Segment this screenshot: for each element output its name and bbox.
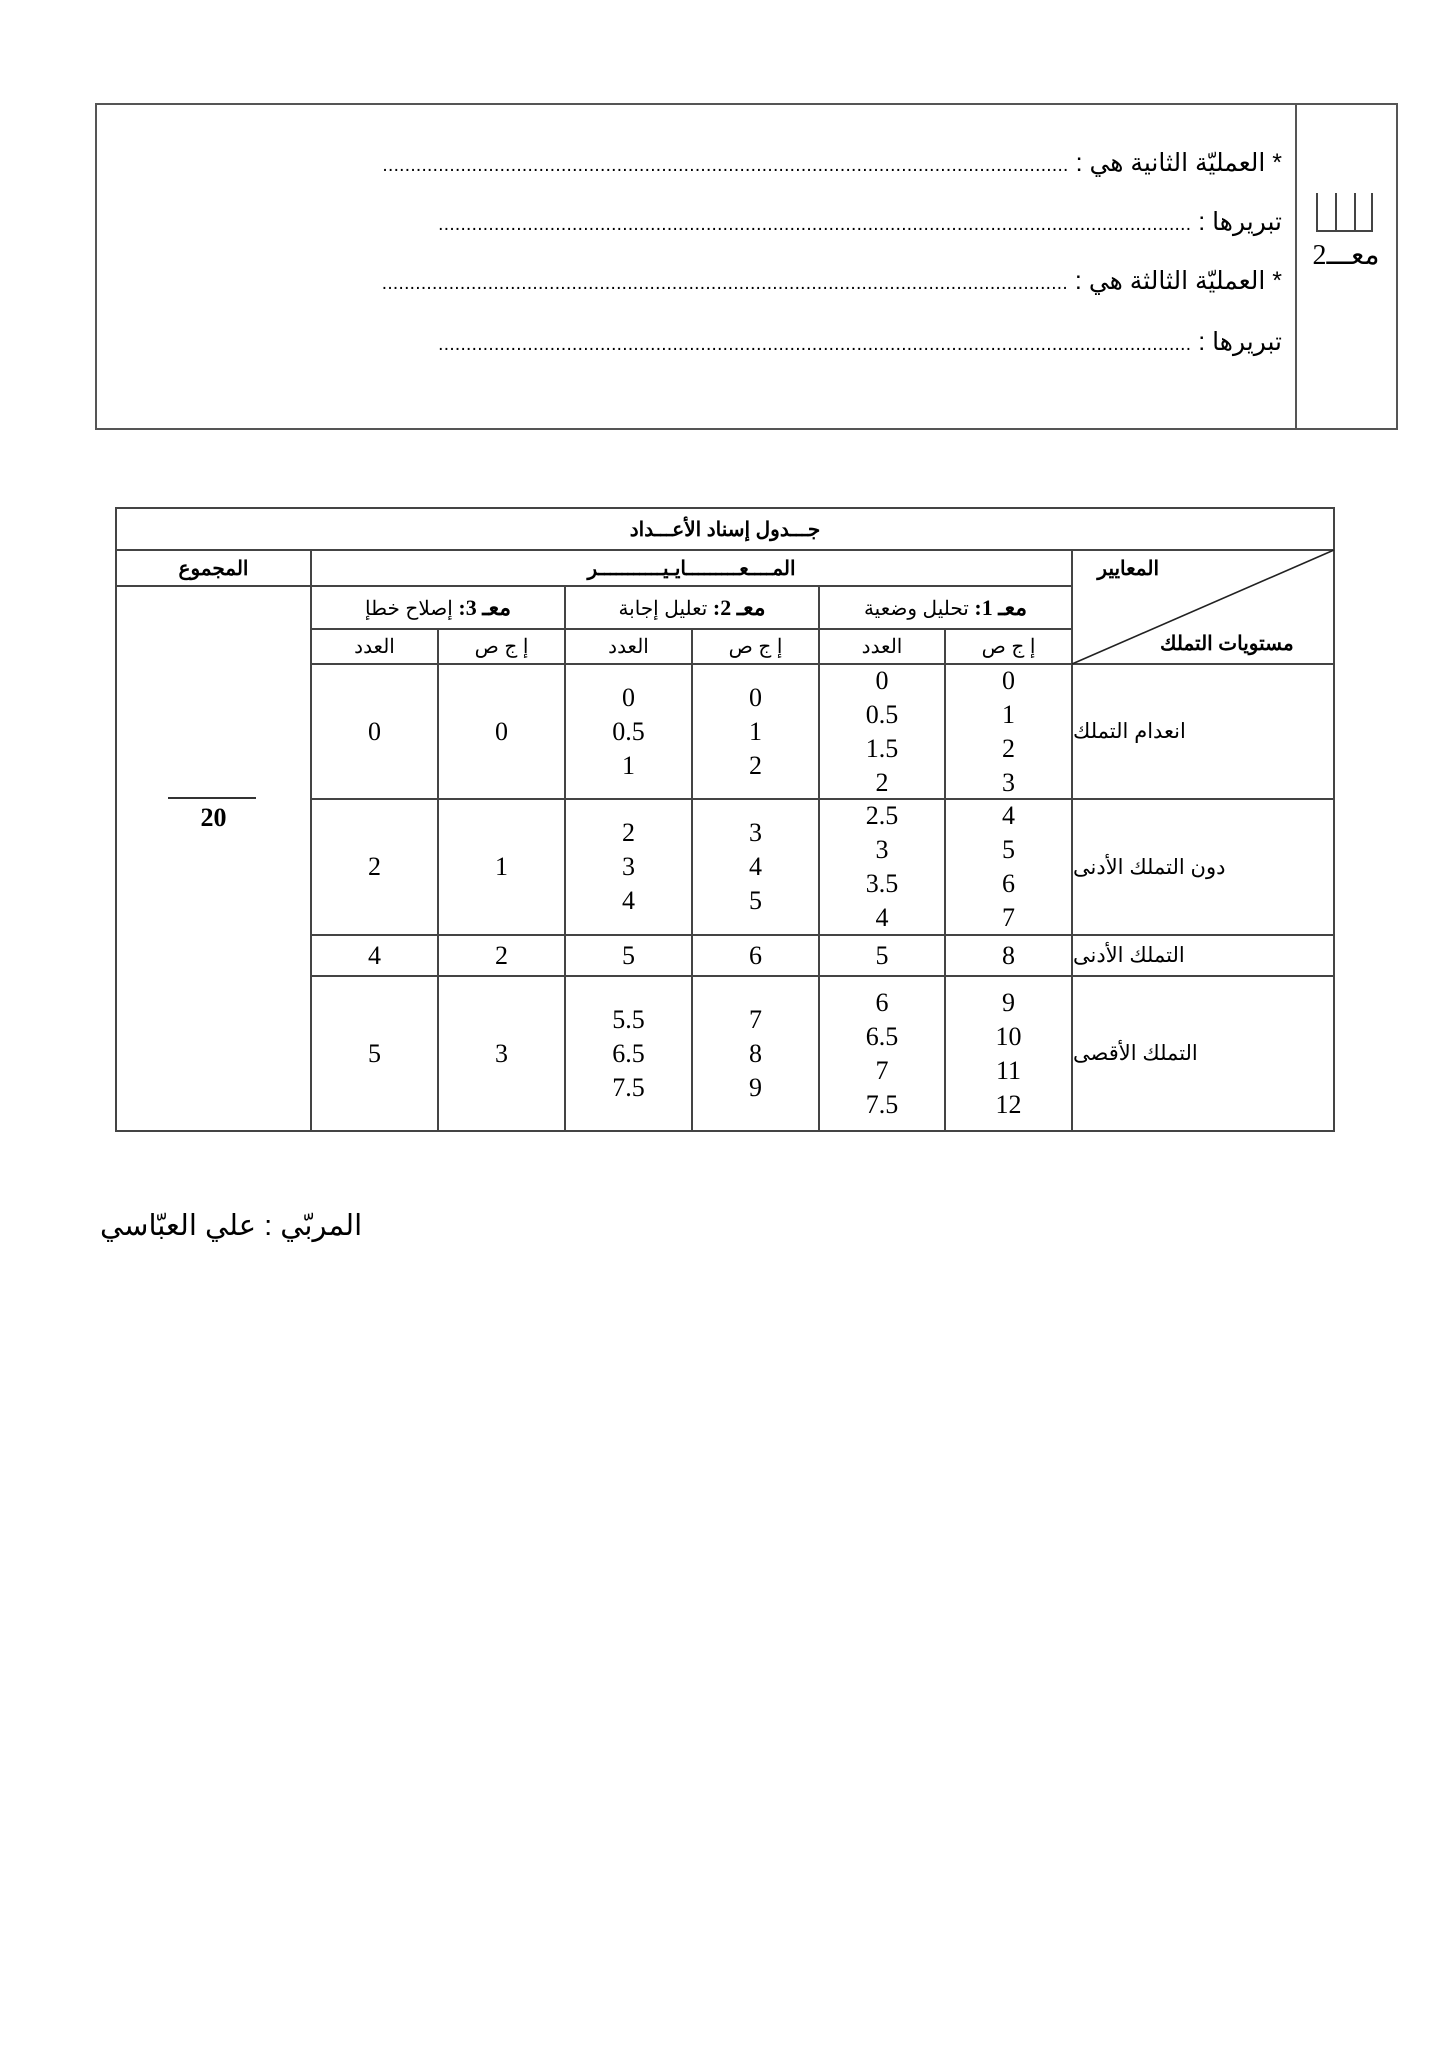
answer-blank[interactable]: ....................................................................................................................................... xyxy=(438,214,1192,235)
cell-value: 4 xyxy=(368,940,381,970)
criterion-code: معـ 2: xyxy=(712,594,766,620)
cell-value: 3 xyxy=(622,852,635,881)
corner-levels-label: مستويات التملك xyxy=(1160,632,1294,655)
justification-line-third xyxy=(438,325,1282,362)
cell-value: 0.5 xyxy=(612,716,645,746)
cell-value: 11 xyxy=(995,1055,1022,1085)
cell-value: 0 xyxy=(622,682,635,712)
criterion-label: معـــ2 xyxy=(1312,240,1380,271)
cell-value: 8 xyxy=(749,1038,762,1068)
question-label: * العمليّة الثالثة هي : xyxy=(1074,267,1282,295)
criterion-name: تعليل إجابة xyxy=(618,597,708,620)
criterion-3-score-cell xyxy=(312,936,437,975)
sub-header-score: العدد xyxy=(861,636,903,658)
criterion-1-correct-cell xyxy=(946,665,1071,798)
table-border-bottom xyxy=(115,1130,1335,1132)
total-header: المجموع xyxy=(178,557,249,580)
cell-value: 1 xyxy=(622,750,635,780)
sub-header-correct: إ ج ص xyxy=(474,636,529,658)
cell-value: 6 xyxy=(1002,869,1015,898)
criterion-3-correct-cell xyxy=(439,665,564,798)
criterion-3-correct-cell xyxy=(439,800,564,934)
question-line-second-operation xyxy=(382,146,1282,183)
corner-criteria-label: المعايير xyxy=(1097,557,1159,580)
question-label: * العمليّة الثانية هي : xyxy=(1075,149,1282,177)
criterion-2-score-cell xyxy=(566,665,691,798)
criterion-3-header xyxy=(312,587,564,628)
criterion-2-header xyxy=(566,587,818,628)
cell-value: 6 xyxy=(749,940,762,970)
cell-value: 6 xyxy=(875,987,889,1017)
criterion-1-score-cell xyxy=(820,665,944,798)
cell-value: 2 xyxy=(749,750,762,780)
mark-box-separator xyxy=(1354,193,1356,232)
cell-value: 3 xyxy=(495,1038,508,1068)
cell-value: 4 xyxy=(749,852,762,881)
criteria-header: المــــعـــــــــايـيـــــــــــر xyxy=(587,557,796,580)
cell-value: 2 xyxy=(495,940,508,970)
cell-value: 5 xyxy=(368,1038,381,1068)
criterion-1-score-cell xyxy=(820,800,944,934)
criterion-1-header xyxy=(820,587,1071,628)
question-label: تبريرها : xyxy=(1198,208,1282,236)
sub-header-correct: إ ج ص xyxy=(981,636,1036,658)
cell-value: 2 xyxy=(622,818,635,847)
cell-value: 9 xyxy=(1002,987,1015,1017)
sub-header-correct: إ ج ص xyxy=(728,636,783,658)
criterion-1-score-cell xyxy=(820,977,944,1130)
cell-value: 1 xyxy=(749,716,762,746)
cell-value: 2 xyxy=(368,852,381,881)
criterion-2-score-cell xyxy=(566,936,691,975)
answer-blank[interactable]: ....................................................................................................................................... xyxy=(438,334,1192,355)
cell-value: 6.5 xyxy=(612,1038,645,1068)
criterion-2-score-cell xyxy=(566,800,691,934)
sub-header-score: العدد xyxy=(608,636,649,658)
cell-value: 4 xyxy=(622,886,635,915)
cell-value: 3 xyxy=(875,835,889,864)
criterion-3-correct-cell xyxy=(439,977,564,1130)
cell-value: 6.5 xyxy=(865,1021,899,1051)
answer-blank[interactable]: ........................................................................................................................... xyxy=(382,155,1069,176)
cell-value: 12 xyxy=(995,1089,1022,1119)
total-fraction-line xyxy=(168,797,256,799)
exercise-box-divider xyxy=(1295,103,1297,430)
cell-value: 0 xyxy=(368,716,381,746)
criterion-code: معـ 1: xyxy=(974,594,1028,620)
total-value: 20 xyxy=(200,803,227,832)
cell-value: 5 xyxy=(1002,835,1015,864)
level-label: التملك الأدنى xyxy=(1073,944,1185,967)
criterion-1-score-cell xyxy=(820,936,944,975)
cell-value: 10 xyxy=(995,1021,1022,1051)
cell-value: 0 xyxy=(875,665,889,695)
cell-value: 3.5 xyxy=(865,869,899,898)
criterion-1-correct-cell xyxy=(946,977,1071,1130)
cell-value: 0 xyxy=(495,716,508,746)
criterion-3-correct-cell xyxy=(439,936,564,975)
cell-value: 7.5 xyxy=(612,1072,645,1102)
cell-value: 5.5 xyxy=(612,1004,645,1034)
cell-value: 7 xyxy=(1002,903,1015,932)
cell-value: 2 xyxy=(875,767,889,797)
cell-value: 7 xyxy=(749,1004,762,1034)
cell-value: 9 xyxy=(749,1072,762,1102)
cell-value: 5 xyxy=(875,940,889,970)
cell-value: 0 xyxy=(1002,665,1015,695)
criterion-1-correct-cell xyxy=(946,936,1071,975)
cell-value: 4 xyxy=(875,903,889,932)
cell-value: 7.5 xyxy=(865,1089,899,1119)
criterion-2-correct-cell xyxy=(693,977,818,1130)
criterion-1-correct-cell xyxy=(946,800,1071,934)
cell-value: 2.5 xyxy=(865,801,899,830)
criterion-3-score-cell xyxy=(312,665,437,798)
level-label: التملك الأقصى xyxy=(1073,1042,1198,1065)
cell-value: 8 xyxy=(1002,940,1015,970)
answer-blank[interactable]: ........................................................................................................................... xyxy=(381,273,1068,294)
cell-value: 1 xyxy=(495,852,508,881)
cell-value: 1.5 xyxy=(865,733,899,763)
table-title: جـــدول إسناد الأعـــداد xyxy=(629,518,821,541)
teacher-signature: المربّي : علي العبّاسي xyxy=(100,1210,363,1242)
cell-value: 3 xyxy=(749,818,762,847)
criterion-code: معـ 3: xyxy=(458,594,512,620)
criterion-name: تحليل وضعية xyxy=(863,597,969,620)
criterion-3-score-cell xyxy=(312,977,437,1130)
cell-value: 0 xyxy=(749,682,762,712)
cell-value: 5 xyxy=(622,940,635,970)
criterion-2-correct-cell xyxy=(693,936,818,975)
cell-value: 4 xyxy=(1002,801,1015,830)
criterion-2-correct-cell xyxy=(693,665,818,798)
sub-header-score: العدد xyxy=(354,636,395,658)
cell-value: 3 xyxy=(1002,767,1015,797)
criterion-3-score-cell xyxy=(312,800,437,934)
justification-line-second xyxy=(438,205,1282,242)
level-label: دون التملك الأدنى xyxy=(1073,855,1226,879)
cell-value: 2 xyxy=(1002,733,1015,763)
cell-value: 0.5 xyxy=(865,699,899,729)
criterion-2-score-cell xyxy=(566,977,691,1130)
criterion-2-correct-cell xyxy=(693,800,818,934)
question-label: تبريرها : xyxy=(1198,328,1282,356)
cell-value: 1 xyxy=(1002,699,1015,729)
cell-value: 5 xyxy=(749,886,762,915)
question-line-third-operation xyxy=(382,264,1282,301)
mark-box-separator xyxy=(1335,193,1337,232)
criterion-name: إصلاح خطإ xyxy=(364,597,453,620)
cell-value: 7 xyxy=(875,1055,889,1085)
mark-boxes xyxy=(1316,193,1373,232)
level-label: انعدام التملك xyxy=(1073,720,1186,743)
